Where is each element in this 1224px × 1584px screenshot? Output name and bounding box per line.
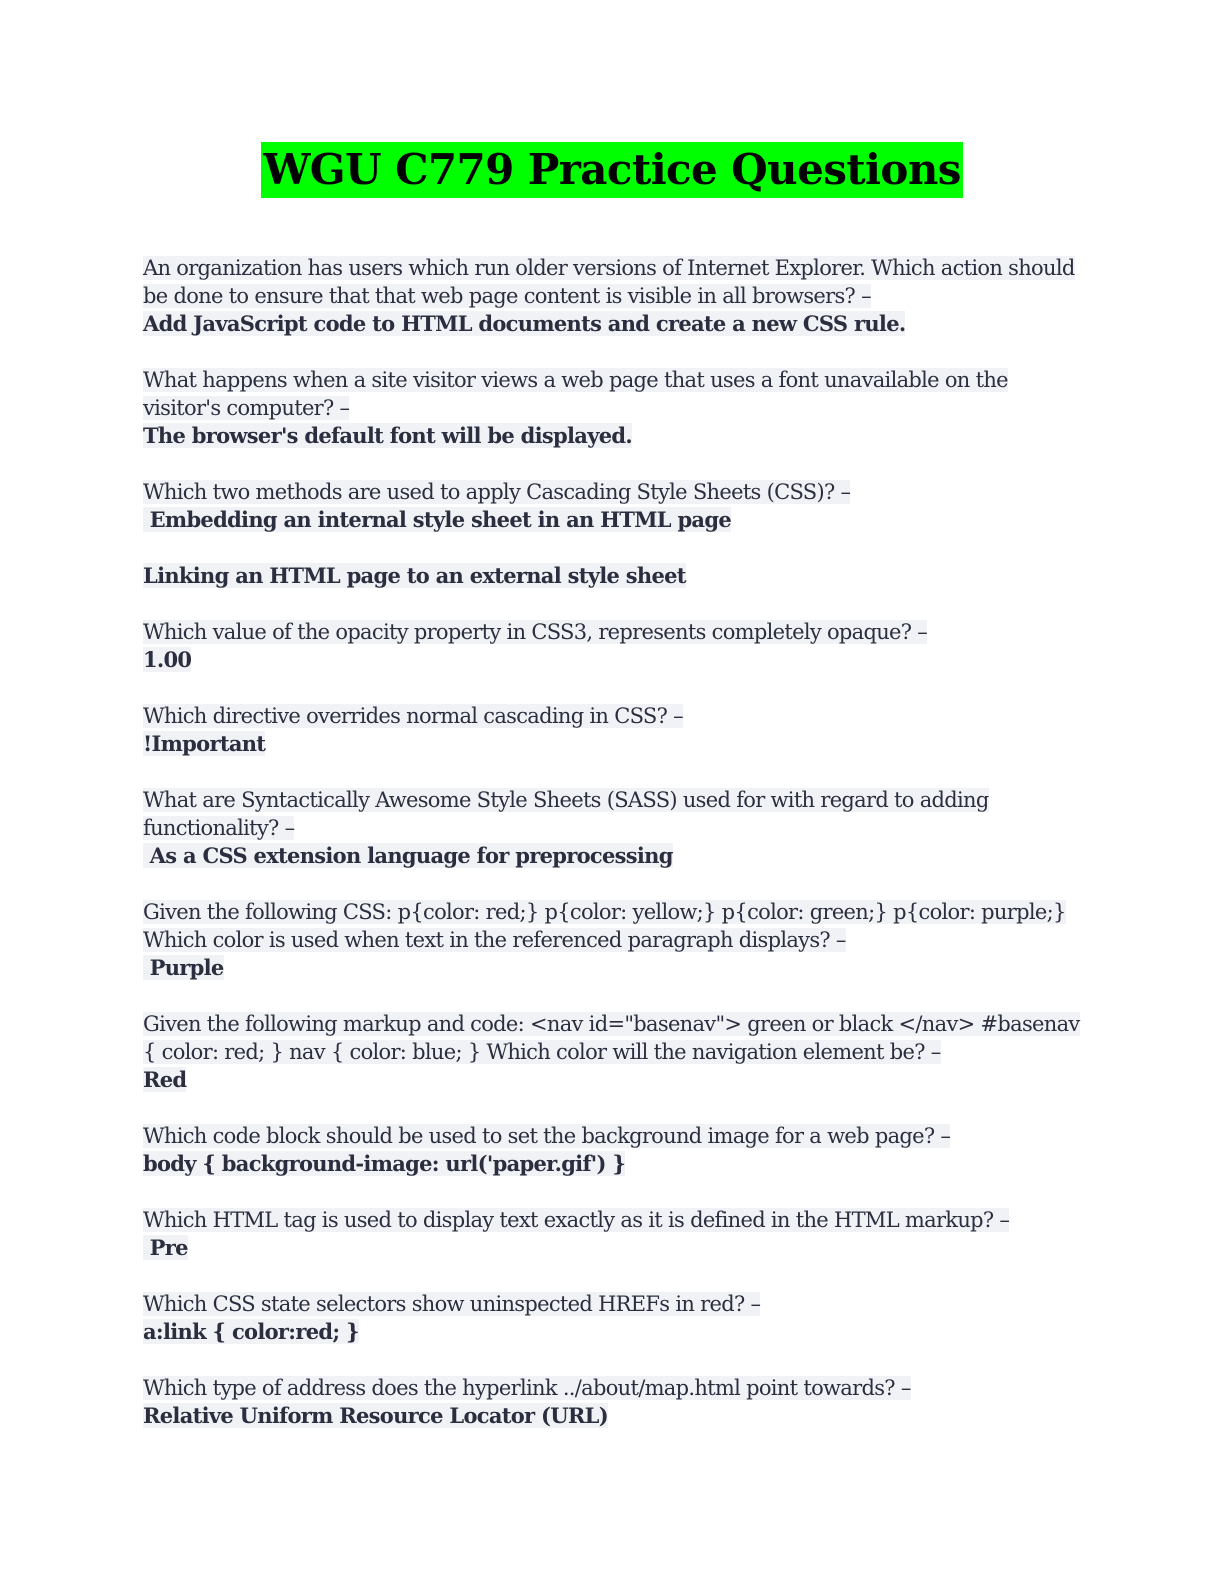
answer-text: Red [143,1067,187,1092]
document-title: WGU C779 Practice Questions [261,142,963,198]
qa-item-12 [143,1374,1083,1430]
question-text: Which value of the opacity property in CSS3, represents completely opaque? – [143,620,928,644]
qa-item-6 [143,786,1083,870]
qa-item-7 [143,898,1083,982]
qa-item-4 [143,618,1083,674]
answer-text: As a CSS extension language for preprocessing [143,843,673,868]
answer-text: Relative Uniform Resource Locator (URL) [143,1403,608,1428]
answer-text: Pre [143,1235,188,1260]
question-text: An organization has users which run older versions of Internet Explorer. Which action should be done to ensure that that web page content is visible in all browsers? – [143,256,1075,308]
question-text: Given the following markup and code: <nav id="basenav"> green or black </nav> #basenav { color: red; } nav { color: blue; } Which color will the navigation element be? – [143,1012,1080,1064]
qa-item-8 [143,1010,1083,1094]
qa-item-9 [143,1122,1083,1178]
question-text: Given the following CSS: p{color: red;} p{color: yellow;} p{color: green;} p{color: purple;} Which color is used when text in the referenced paragraph displays? – [143,900,1066,952]
answer-text: Embedding an internal style sheet in an HTML page [143,507,731,532]
answer-text: body { background-image: url('paper.gif') } [143,1151,626,1176]
answer-gap [143,534,1083,562]
qa-list [143,254,1083,1458]
question-text: What are Syntactically Awesome Style Sheets (SASS) used for with regard to adding functionality? – [143,788,989,840]
answer-text: The browser's default font will be displayed. [143,423,632,448]
qa-item-5 [143,702,1083,758]
qa-item-11 [143,1290,1083,1346]
answer-text: a:link { color:red; } [143,1319,359,1344]
question-text: Which HTML tag is used to display text exactly as it is defined in the HTML markup? – [143,1208,1010,1232]
answer-text: Add JavaScript code to HTML documents and create a new CSS rule. [143,311,906,336]
answer-text: 1.00 [143,647,192,672]
qa-item-10 [143,1206,1083,1262]
qa-item-2 [143,366,1083,450]
question-text: Which two methods are used to apply Cascading Style Sheets (CSS)? – [143,480,851,504]
qa-item-1 [143,254,1083,338]
qa-item-3 [143,478,1083,590]
answer-text: !Important [143,731,266,756]
question-text: Which CSS state selectors show uninspected HREFs in red? – [143,1292,761,1316]
title-container [0,142,1224,198]
question-text: What happens when a site visitor views a web page that uses a font unavailable on the visitor's computer? – [143,368,1008,420]
question-text: Which directive overrides normal cascading in CSS? – [143,704,683,728]
question-text: Which code block should be used to set the background image for a web page? – [143,1124,951,1148]
answer-text: Purple [143,955,224,980]
question-text: Which type of address does the hyperlink ../about/map.html point towards? – [143,1376,911,1400]
answer-text-2: Linking an HTML page to an external style sheet [143,563,686,588]
